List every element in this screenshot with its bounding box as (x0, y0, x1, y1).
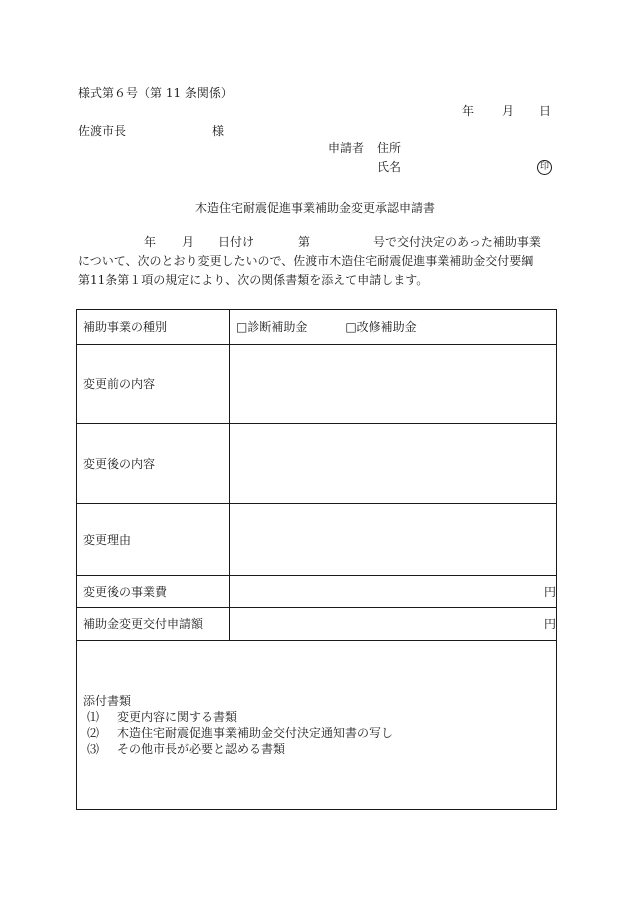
attachment-number: ⑵ (87, 726, 100, 740)
table-row (77, 641, 557, 810)
renovation-grant-checkbox[interactable]: □改修補助金 (345, 320, 417, 334)
body-number-prefix: 第 (298, 235, 311, 249)
reason-label: 変更理由 (77, 504, 230, 576)
date-day-label: 日 (539, 104, 552, 118)
type-label: 補助事業の種別 (77, 310, 230, 345)
form-number: 様式第６号（第 11 条関係） (78, 86, 233, 100)
diagnosis-grant-checkbox[interactable]: □診断補助金 (236, 320, 308, 334)
body-month-label: 月 (182, 235, 195, 249)
attachment-number: ⑶ (87, 742, 100, 756)
cost-unit: 円 (543, 584, 556, 599)
cost-field[interactable] (230, 576, 557, 608)
body-line2: について、次のとおり変更したいので、佐渡市木造住宅耐震促進事業補助金交付要綱 (78, 254, 534, 268)
grant-field[interactable] (230, 608, 557, 641)
attachments-cell (77, 641, 557, 810)
body-year-label: 年 (144, 235, 157, 249)
cost-label: 変更後の事業費 (77, 576, 230, 608)
body-date-suffix: 日付け (218, 235, 255, 249)
before-content-field[interactable] (230, 345, 557, 424)
grant-label: 補助金変更交付申請額 (77, 608, 230, 641)
seal-mark: 印 (537, 160, 552, 175)
type-options-cell (230, 310, 557, 345)
table-row (77, 576, 557, 608)
document-title: 木造住宅耐震促進事業補助金変更承認申請書 (194, 201, 435, 215)
table-row (77, 608, 557, 641)
table-row (77, 345, 557, 424)
date-month-label: 月 (502, 104, 515, 118)
name-label: 氏名 (377, 160, 402, 174)
date-year-label: 年 (462, 104, 475, 118)
body-line3: 第11条第１項の規定により、次の関係書類を添えて申請します。 (78, 273, 429, 287)
reason-field[interactable] (230, 504, 557, 576)
attachment-text: 変更内容に関する書類 (117, 710, 238, 724)
attachment-text: その他市長が必要と認める書類 (117, 742, 286, 756)
honorific: 様 (212, 124, 225, 138)
attachment-text: 木造住宅耐震促進事業補助金交付決定通知書の写し (117, 726, 394, 740)
body-line1-rest: 号で交付決定のあった補助事業 (373, 235, 541, 249)
table-row (77, 424, 557, 504)
table-row (77, 504, 557, 576)
attachment-number: ⑴ (87, 710, 100, 724)
application-table (76, 309, 557, 810)
applicant-label: 申請者 (328, 141, 365, 155)
list-item (83, 709, 556, 725)
grant-unit: 円 (543, 617, 556, 631)
before-label: 変更前の内容 (77, 345, 230, 424)
table-row (77, 310, 557, 345)
attachments-title: 添付書類 (83, 694, 132, 708)
addressee: 佐渡市長 (78, 124, 127, 138)
list-item (83, 741, 556, 757)
list-item (83, 725, 556, 741)
after-content-field[interactable] (230, 424, 557, 504)
address-label: 住所 (377, 141, 402, 155)
after-label: 変更後の内容 (77, 424, 230, 504)
